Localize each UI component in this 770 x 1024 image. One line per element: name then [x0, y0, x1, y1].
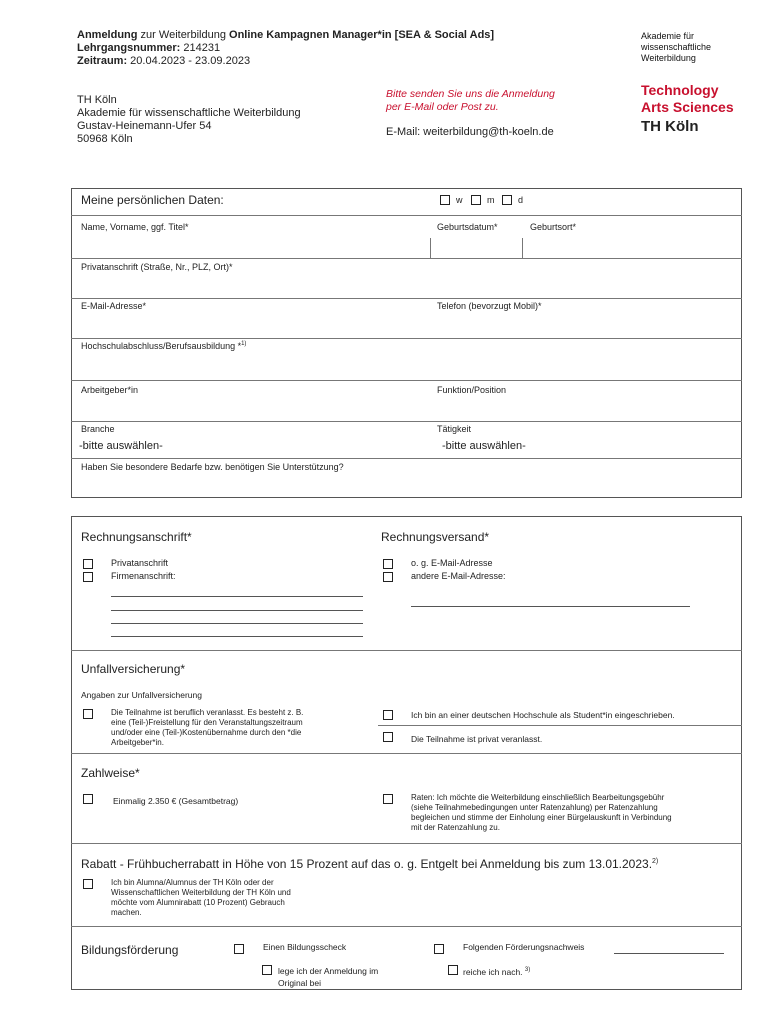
voucher-original-label: lege ich der Anmeldung im Original bei: [278, 966, 379, 988]
insurance-subtitle: Angaben zur Unfallversicherung: [81, 690, 202, 700]
billing-private-checkbox[interactable]: [83, 559, 93, 569]
company-address-line-1[interactable]: [111, 596, 363, 597]
divider: [430, 238, 431, 258]
needs-label: Haben Sie besondere Bedarfe bzw. benötigen Sie Unterstützung?: [81, 462, 344, 472]
divider: [71, 338, 742, 339]
logo-arts-sciences: Arts Sciences: [641, 99, 734, 115]
birthdate-field[interactable]: [432, 233, 522, 257]
gender-m-label: m: [487, 195, 495, 205]
birthdate-label: Geburtsdatum*: [437, 222, 498, 232]
divider: [71, 421, 742, 422]
insurance-private-checkbox[interactable]: [383, 732, 393, 742]
postal-address: [77, 94, 301, 146]
activity-select[interactable]: -bitte auswählen-: [442, 440, 526, 452]
address-line: 50968 Köln: [77, 133, 133, 145]
contact-email-link[interactable]: E-Mail: weiterbildung@th-koeln.de: [386, 126, 554, 138]
ship-other-email-checkbox[interactable]: [383, 572, 393, 582]
phone-label: Telefon (bevorzugt Mobil)*: [437, 301, 542, 311]
funding-proof-line[interactable]: [614, 953, 724, 954]
degree-field[interactable]: [72, 352, 740, 378]
billing-company-checkbox[interactable]: [83, 572, 93, 582]
ship-email-checkbox[interactable]: [383, 559, 393, 569]
education-voucher-checkbox[interactable]: [234, 944, 244, 954]
header-line-1: Anmeldung zur Weiterbildung Online Kampagnen Manager*in [SEA & Social Ads]: [77, 29, 495, 41]
company-address-line-2[interactable]: [111, 610, 363, 611]
email-field[interactable]: [72, 312, 430, 337]
submission-notice: [386, 88, 555, 139]
funding-title: Bildungsförderung: [81, 943, 179, 957]
function-label: Funktion/Position: [437, 385, 507, 395]
address-line: TH Köln: [77, 94, 117, 106]
discount-title: Rabatt - Frühbucherrabatt in Höhe von 15 Prozent auf das o. g. Entgelt bei Anmeldung bis zum 13.01.2023.$^{2)}$: [81, 857, 659, 871]
divider: [71, 843, 742, 844]
header-line-3: Zeitraum: 20.04.2023 - 23.09.2023: [77, 55, 251, 67]
divider: [71, 753, 742, 754]
divider: [71, 650, 742, 651]
ship-other-email-label: andere E-Mail-Adresse:: [411, 571, 506, 581]
billing-address-title: Rechnungsanschrift*: [81, 530, 192, 544]
name-label: Name, Vorname, ggf. Titel*: [81, 222, 189, 232]
divider: [522, 238, 523, 258]
employer-field[interactable]: [72, 396, 430, 420]
insurance-job-label: Die Teilnahme ist beruflich veranlasst. Es besteht z. B. eine (Teil-)Freistellung für den Veranstaltungszeitraum und/oder eine (Teil-)Kostenübernahme durch den *die Arbeitgeber*in.: [111, 708, 304, 747]
divider: [71, 926, 742, 927]
divider: [71, 380, 742, 381]
funding-proof-label: Folgenden Förderungsnachweis: [463, 942, 585, 952]
billing-private-label: Privatanschrift: [111, 558, 169, 568]
insurance-private-label: Die Teilnahme ist privat veranlasst.: [411, 734, 543, 744]
address-line: Akademie für wissenschaftliche Weiterbildung: [77, 107, 301, 119]
payment-installments-label: Raten: Ich möchte die Weiterbildung einschließlich Bearbeitungsgebühr (siehe Teilnahmebedingungen unter Ratenzahlung) per Ratenzahlung begleichen und stimme der Einholung einer Bürgelauskunft in Verbindung mit der Ratenzahlung zu.: [411, 793, 672, 832]
billing-delivery-title: Rechnungsversand*: [381, 530, 490, 544]
function-field[interactable]: [432, 396, 740, 420]
phone-field[interactable]: [432, 312, 740, 337]
divider: [71, 258, 742, 259]
birthplace-field[interactable]: [524, 233, 740, 257]
email-label: E-Mail-Adresse*: [81, 301, 147, 311]
insurance-title: Unfallversicherung*: [81, 662, 186, 676]
employer-label: Arbeitgeber*in: [81, 385, 139, 395]
alumni-discount-checkbox[interactable]: [83, 879, 93, 889]
voucher-original-checkbox[interactable]: [262, 965, 272, 975]
insurance-student-label: Ich bin an einer deutschen Hochschule als Student*in eingeschrieben.: [411, 710, 675, 720]
insurance-student-checkbox[interactable]: [383, 710, 393, 720]
private-address-label: Privatanschrift (Straße, Nr., PLZ, Ort)*: [81, 262, 233, 272]
branch-label: Branche: [81, 424, 115, 434]
logo-text-1: Akademie für: [641, 31, 695, 41]
personal-data-title: Meine persönlichen Daten:: [81, 193, 224, 207]
name-field[interactable]: [72, 233, 430, 257]
birthplace-label: Geburtsort*: [530, 222, 577, 232]
th-koeln-logo: [641, 31, 761, 135]
payment-title: Zahlweise*: [81, 766, 140, 780]
logo-technology: Technology: [641, 82, 719, 98]
alumni-discount-label: Ich bin Alumna/Alumnus der TH Köln oder der Wissenschaftlichen Weiterbildung der TH Köln und möchte vom Alumnirabatt (10 Prozent) Gebrauch machen.: [111, 878, 291, 917]
payment-once-checkbox[interactable]: [83, 794, 93, 804]
branch-select[interactable]: -bitte auswählen-: [79, 440, 163, 452]
divider: [71, 215, 742, 216]
company-address-line-4[interactable]: [111, 636, 363, 637]
form-header: [77, 29, 557, 68]
ship-email-label: o. g. E-Mail-Adresse: [411, 558, 493, 568]
logo-th-koeln: TH Köln: [641, 118, 699, 135]
address-line: Gustav-Heinemann-Ufer 54: [77, 120, 212, 132]
header-line-2: Lehrgangsnummer: 214231: [77, 42, 221, 54]
logo-text-2: wissenschaftliche: [641, 42, 712, 52]
divider: [378, 725, 742, 726]
activity-label: Tätigkeit: [437, 424, 472, 434]
private-address-field[interactable]: [72, 273, 740, 297]
divider: [71, 458, 742, 459]
notice-line: Bitte senden Sie uns die Anmeldung: [386, 88, 555, 100]
proof-later-checkbox[interactable]: [448, 965, 458, 975]
notice-line: per E-Mail oder Post zu.: [386, 101, 499, 113]
billing-company-label: Firmenanschrift:: [111, 571, 176, 581]
payment-once-label: Einmalig 2.350 € (Gesamtbetrag): [113, 796, 239, 806]
needs-field[interactable]: [72, 474, 740, 496]
education-voucher-label: Einen Bildungsscheck: [263, 942, 347, 952]
insurance-job-checkbox[interactable]: [83, 709, 93, 719]
payment-installments-checkbox[interactable]: [383, 794, 393, 804]
divider: [71, 298, 742, 299]
proof-later-label: reiche ich nach. $^{3)}$: [463, 966, 531, 977]
degree-label: Hochschulabschluss/Berufsausbildung *$^{1)}$: [81, 341, 247, 351]
company-address-line-3[interactable]: [111, 623, 363, 624]
gender-d-checkbox[interactable]: [502, 195, 512, 205]
logo-text-3: Weiterbildung: [641, 53, 696, 63]
gender-w-checkbox[interactable]: [440, 195, 450, 205]
other-email-line[interactable]: [411, 606, 690, 607]
gender-d-label: d: [518, 195, 524, 205]
funding-proof-checkbox[interactable]: [434, 944, 444, 954]
gender-m-checkbox[interactable]: [471, 195, 481, 205]
gender-w-label: w: [456, 195, 463, 205]
